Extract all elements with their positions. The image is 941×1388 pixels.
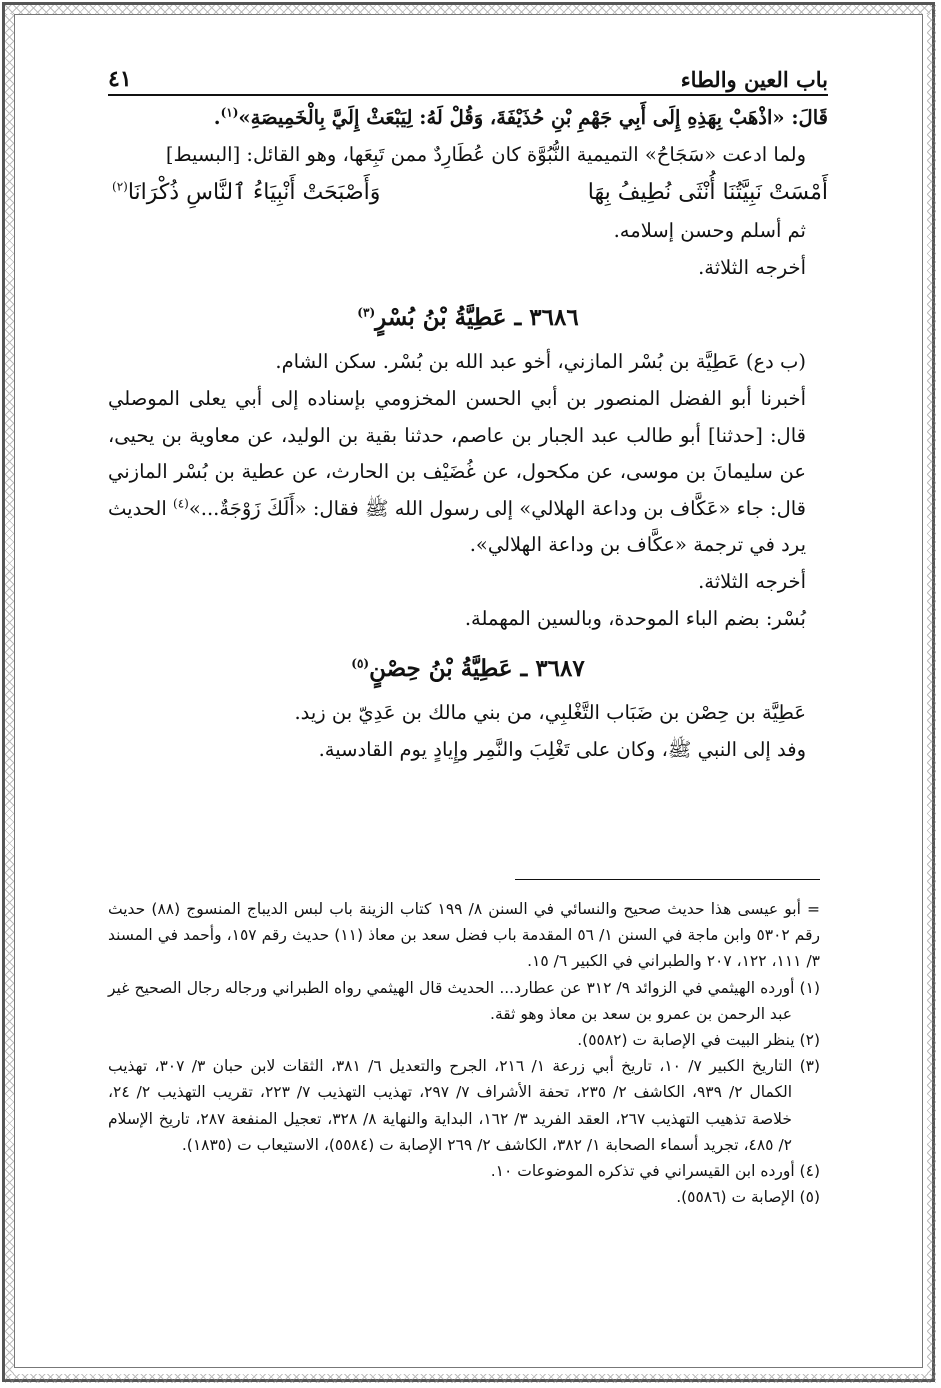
paragraph: ثم أسلم وحسن إسلامه. — [613, 219, 806, 243]
page-number: ٤١ — [108, 66, 132, 92]
footnote-marker: (٤) — [173, 496, 189, 511]
verse-second-hemistich — [112, 173, 380, 213]
ornament-top — [5, 5, 936, 14]
entry-heading — [108, 645, 828, 693]
entry-heading-text: ٣٦٨٧ ـ عَطِيَّةُ بْنُ حِصْنٍ — [369, 655, 585, 683]
footnote-marker: (٥) — [351, 656, 370, 671]
paragraph-end: الحديث يرد في ترجمة «عكَّاف بن وداعة الهلالي». — [108, 496, 806, 557]
header-rule — [108, 94, 828, 96]
footnotes — [108, 896, 820, 1210]
footnote-3: (٣) التاريخ الكبير ٧/ ١٠، تاريخ أبي زرعة ١/ ٢١٦، الجرح والتعديل ٦/ ٣٨١، الثقات لابن حبان ٣/ ٣٠٧، تهذيب الكمال ٢/ ٩٣٩، الكاشف ٢/ ٢٣٥، تحفة الأشراف ٧/ ٢٩٧، تهذيب التهذيب ٧/ ٢٢٣، تقريب التهذيب ٢/ ٢٤، خلاصة تذهيب التهذيب ٢٦٧، العقد الفريد ٣/ ١٦٢، البداية والنهاية ٨/ ٣٢٨، تعجيل المنفعة ٢٨٧، تاريخ الإسلام ٢/ ٤٨٥، تجريد أسماء الصحابة ١/ ٣٨٢، الكاشف ٢/ ٢٦٩ الإصابة ت (٥٥٨٤)، الاستيعاب ت (١٨٣٥). — [108, 1057, 821, 1154]
verse-first-hemistich: أَمْسَتْ نَبِيَّتُنَا أُنْثَى نُطِيفُ بِهَا — [587, 180, 828, 206]
footnote-1: (١) أورده الهيثمي في الزوائد ٩/ ٣١٢ عن عطارد... الحديث قال الهيثمي رواه الطبراني ورجاله رجال الصحيح غير عبد الرحمن بن عمرو بن سعد بن معاذ وهو ثقة. — [108, 978, 820, 1023]
ornament-right — [927, 14, 936, 1374]
ornament-bottom — [5, 1374, 936, 1383]
ornament-left — [5, 14, 14, 1374]
paragraph: وفد إلى النبي ﷺ، وكان على تَغْلِبَ والنَّمِر وإِيادٍ يوم القادسية. — [318, 737, 806, 761]
footnote-2: (٢) ينظر البيت في الإصابة ت (٥٥٨٢). — [577, 1031, 820, 1050]
page-content — [108, 58, 828, 768]
entry-heading — [108, 294, 828, 342]
paragraph: (ب دع) عَطِيَّة بن بُسْر المازني، أخو عبد الله بن بُسْر. سكن الشام. — [275, 350, 806, 374]
paragraph — [108, 381, 828, 564]
page-header — [108, 58, 828, 92]
footnote-5: (٥) الإصابة ت (٥٥٨٦). — [676, 1188, 820, 1207]
main-text — [108, 100, 828, 768]
paragraph: ولما ادعت «سَجَاحُ» التميمية النُّبُوَّة كان عُطَارِدٌ ممن تَبِعَها، وهو القائل: [البسيط] — [165, 142, 806, 166]
paragraph: بُسْر: بضم الباء الموحدة، وبالسين المهملة. — [464, 606, 806, 630]
hadith-text: قَالَ: «اذْهَبْ بِهَذِهِ إِلَى أَبِي جَهْمِ بْنِ حُذَيْفَةَ، وَقُلْ لَهُ: لِيَبْعَثْ إِلَيَّ بِالْخَمِيصَةِ» — [238, 106, 828, 129]
paragraph: عَطِيَّة بن حِصْن بن ضَبَاب التَّغْلبِي، من بني مالك بن عَدِيّ بن زيد. — [294, 701, 806, 725]
footnote-marker: (٣) — [357, 305, 376, 320]
paragraph: أخرجه الثلاثة. — [698, 569, 806, 593]
footnote-4: (٤) أورده ابن القيسراني في تذكره الموضوعات ١٠. — [490, 1162, 820, 1181]
footnote-marker: (١) — [220, 105, 239, 120]
entry-heading-text: ٣٦٨٦ ـ عَطِيَّةُ بْنُ بُسْرٍ — [375, 304, 579, 332]
isnad-text: أخبرنا أبو الفضل المنصور بن أبي الحسن المخزومي بإسناده إلى أبي يعلى الموصلي قال: [حدثنا] أبو طالب عبد الجبار بن عاصم، حدثنا بقية بن الوليد، عن معاوية بن يحيى، عن سليمانَ بن موسى، عن مكحول، عن غُضَيْف بن الحارث، عن عطية بن بُسْر المازني قال: جاء «عَكَّاف بن وداعة الهلالي» إلى رسول الله ﷺ فقال: «أَلَكَ زَوْجَةٌ...» — [108, 386, 807, 520]
verse-text: وَأَصْبَحَتْ أَنْبِيَاءُ ٱلنَّاسِ ذُكْرَانَا — [127, 180, 381, 206]
paragraph: أخرجه الثلاثة. — [698, 255, 806, 279]
footnote-separator — [515, 879, 820, 880]
running-title: باب العين والطاء — [680, 67, 828, 92]
paragraph — [108, 100, 828, 137]
punctuation: . — [213, 106, 221, 129]
footnote-continuation: = أبو عيسى هذا حديث صحيح والنسائي في السنن ٨/ ١٩٩ كتاب الزينة باب لبس الديباج المنسوج (٨٨) حديث رقم ٥٣٠٢ وابن ماجة في السنن ١/ ٥٦ المقدمة باب فضل سعد بن معاذ (١١) حديث رقم ١٥٧، وأحمد في المسند ٣/ ١١١، ١٢٢، ٢٠٧ والطبراني في الكبير ٦/ ١٥. — [108, 900, 821, 971]
poetry-verse — [108, 173, 828, 213]
footnote-marker: (٢) — [112, 179, 128, 194]
